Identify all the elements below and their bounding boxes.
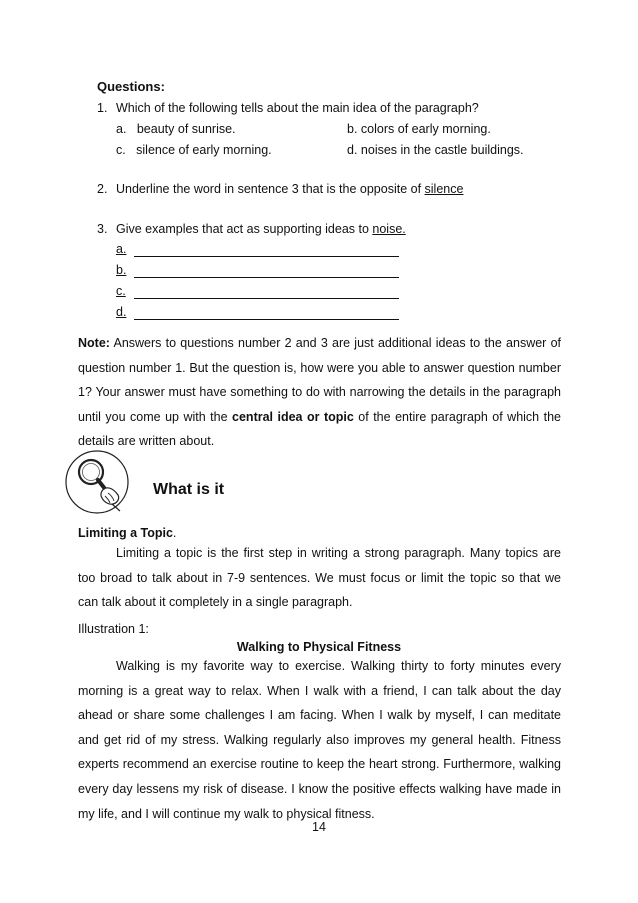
q1-option-d-letter: d. [347,143,358,157]
limiting-heading: Limiting a Topic [78,526,173,540]
q1-option-d-text: noises in the castle buildings. [360,143,524,157]
q1-number: 1. [97,101,108,115]
q1-option-b-text: colors of early morning. [360,122,491,136]
questions-heading: Questions: [97,79,165,94]
q3-underlined-word: noise. [372,222,406,236]
magnifying-glass-icon [64,449,130,515]
note-emphasis: central idea or topic [232,409,354,424]
q3-line [116,222,406,236]
q3-blank-a-line[interactable] [134,256,399,257]
q1-option-b-letter: b. [347,122,358,136]
q3-blank-d-label: d. [116,305,127,319]
illustration-paragraph [78,654,561,826]
limiting-heading-suffix: . [172,526,177,540]
illustration-label: Illustration 1: [78,622,149,636]
note-text-before: Answers to questions number 2 and 3 are just additional ideas to the answer of question number 1. But the question is, how were you able to answer question number 1? Your answer must have something to do with narrowing the details in the paragraph until you come up with the [78,336,561,424]
section-title: What is it [153,481,225,498]
q3-text: Give examples that act as supporting ideas to [116,222,373,236]
q1-option-a-letter: a. [116,122,127,136]
q3-blank-c-line[interactable] [134,298,399,299]
q3-number: 3. [97,222,108,236]
q2-text: Underline the word in sentence 3 that is the opposite of [116,182,425,196]
q1-option-a-text: beauty of sunrise. [136,122,236,136]
q3-blank-c-label: c. [116,284,126,298]
q1-option-c [116,143,272,157]
q3-blank-b-line[interactable] [134,277,399,278]
note-label: Note: [78,336,110,350]
q3-blank-d-line[interactable] [134,319,399,320]
illustration-text: Walking is my favorite way to exercise. Walking thirty to forty minutes every morning is a great way to relax. When I walk with a friend, I can talk about the day ahead or share some challenges I am facing. When I walk by myself, I can meditate and get rid of my stress. Walking regularly also improves my general health. Fitness experts recommend an exercise routine to keep the heart strong. Furthermore, walking every day lessens my risk of disease. I know the positive effects walking have made in my life, and I will continue my walk to physical fitness. [78,659,561,821]
q2-number: 2. [97,182,108,196]
q3-blank-b-label: b. [116,263,127,277]
q1-option-a [116,122,236,136]
limiting-text: Limiting a topic is the first step in writing a strong paragraph. Many topics are too broad to talk about in 7-9 sentences. We must focus or limit the topic so that we can talk about it completely in a single paragraph. [78,546,561,610]
note-text-after: of the entire paragraph of which the details are written about. [78,409,561,449]
q1-text: Which of the following tells about the main idea of the paragraph? [116,101,479,115]
q3-blank-a-label: a. [116,242,127,256]
q1-option-c-letter: c. [116,143,126,157]
limiting-heading-line [78,526,176,540]
note-paragraph [78,331,561,454]
limiting-paragraph [78,541,561,615]
q1-option-b [347,122,491,136]
illustration-title: Walking to Physical Fitness [236,640,402,654]
q1-option-c-text: silence of early morning. [136,143,272,157]
q1-option-d [347,143,524,157]
page-number: 14 [312,820,326,834]
q2-line [116,182,463,196]
q2-underlined-word: silence [424,182,464,196]
